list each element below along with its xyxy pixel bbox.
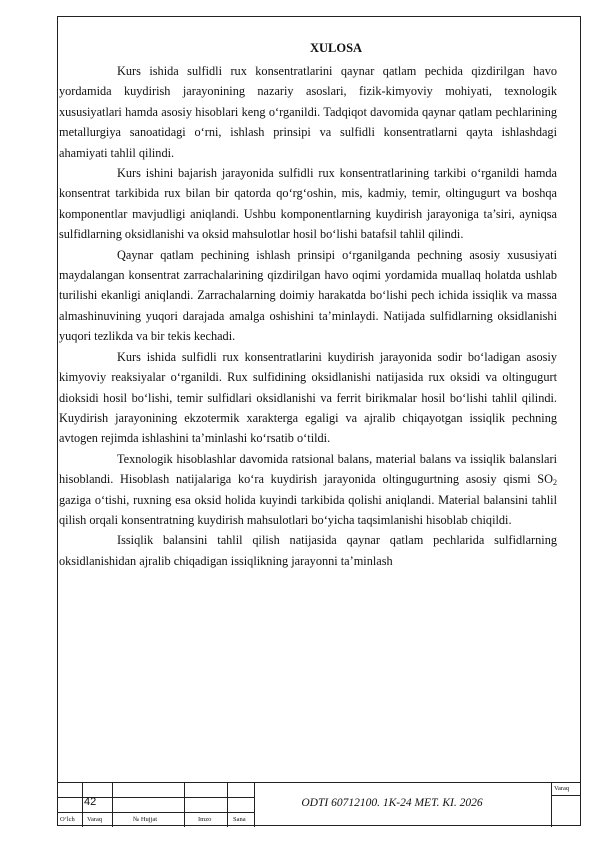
stamp-row-line-2	[57, 812, 255, 813]
document-body	[59, 40, 557, 571]
paragraph-6: Issiqlik balansini tahlil qilish natijasida qaynar qatlam pechlarida sulfidlarning oksidlanishidan ajralib chiqadigan issiqlikning jarayonni ta’minlash	[59, 533, 557, 568]
paragraph-2: Kurs ishini bajarish jarayonida sulfidli rux konsentratlarining tarkibi o‘rganildi hamda konsentrat tarkibida rux bilan bir qatorda qo‘rg‘oshin, mis, kadmiy, temir, oltingugurt va boshqa komponentlar mavjudligi aniqlandi. Ushbu komponentlarning kuydirish jarayoniga ta’siri, ayniqsa sulfidlarning oksidlanishi va oksid mahsulotlar hosil bo‘lishi batafsil tahlil qilindi.	[59, 166, 557, 242]
paragraph-5	[59, 449, 557, 531]
label-sana: Sana	[233, 816, 246, 823]
sheet-number: 42	[84, 796, 97, 808]
section-title: XULOSA	[309, 41, 363, 55]
label-imzo: Imzo	[198, 816, 212, 823]
stamp-right-line	[552, 795, 581, 796]
paragraph-5-text-b: gaziga o‘tishi, ruxning esa oksid holida kuyindi tarkibida qolishi aniqlandi. Material balansini tahlil qilish orqali konsentratning kuydirish mahsulotlari bo‘yicha taqsimlanishi hisoblab chiqildi.	[59, 492, 557, 527]
paragraph-1: Kurs ishida sulfidli rux konsentratlarini qaynar qatlam pechida qizdirilgan havo yordamida kuydirish jarayonining nazariy asoslari, fizik-kimyoviy mohiyati, texnologik xususiyatlari hamda asosiy hisoblari keng o‘rganildi. Tadqiqot davomida qaynar qatlam pechlarining metallurgiya sanoatidagi o‘rni, ishlash prinsipi va sulfidli konsentratlarni qayta ishlashdagi ahamiyati tahlil qilindi.	[59, 64, 557, 160]
so2-subscript: 2	[553, 478, 557, 488]
title-block-stamp	[57, 782, 581, 826]
paragraph-4: Kurs ishida sulfidli rux konsentratlarini kuydirish jarayonida sodir bo‘ladigan asosiy kimyoviy reaksiyalar o‘rganildi. Rux sulfidining oksidlanishi natijasida rux oksidi va oltingugurt dioksidi hosil bo‘lishi, temir sulfidlari oksidlanishi va ferrit birikmalar hosil bo‘lishi tahlil qilindi. Kuydirish jarayonining ekzotermik xarakterga egaligi va ajralib chiqayotgan issiqlik pechning avtogen rejimda ishlashini ta’minlashi ko‘rsatib o‘tildi.	[59, 349, 557, 446]
paragraph-3: Qaynar qatlam pechining ishlash prinsipi o‘rganilganda pechning asosiy xususiyati maydalangan konsentrat zarrachalarining qizdirilgan havo oqimi yordamida muallaq holatda ushlab turilishi ekanligi aniqlandi. Zarrachalarning doimiy harakatda bo‘lishi pech ichida issiqlik va massa almashinuvining yuqori darajada amalga oshishini ta’minlaydi. Natijada sulfidlarning oksidlanishi yuqori tezlikda va bir tekis kechadi.	[59, 247, 557, 344]
label-right-varaq: Varaq	[554, 785, 570, 792]
document-code: ODTI 60712100. 1K-24 MET. KI. 2026	[301, 797, 483, 809]
paragraph-5-text-a: Texnologik hisoblashlar davomida ratsional balans, material balans va issiqlik balanslari hisoblandi. Hisoblash natijalariga ko‘ra kuydirish jarayonida oltingugurtning asosiy qismi SO	[59, 451, 557, 487]
label-olch: O‘lch	[60, 816, 75, 823]
label-hujjat: № Hujjat	[133, 816, 158, 823]
label-varaq: Varaq	[87, 816, 103, 823]
